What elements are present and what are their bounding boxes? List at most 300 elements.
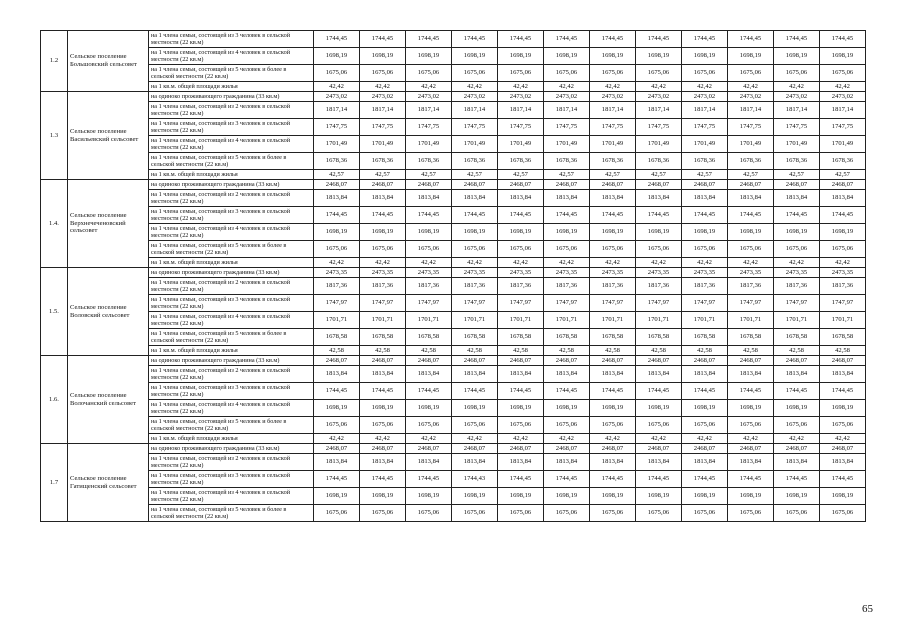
cost-value-cell: 1744,45 — [590, 383, 636, 400]
cost-value-cell: 1675,06 — [728, 65, 774, 82]
cost-value-cell: 1813,84 — [498, 454, 544, 471]
table-row — [41, 444, 866, 454]
cost-value-cell: 2468,07 — [590, 356, 636, 366]
cost-value-cell: 1744,45 — [820, 31, 866, 48]
cost-value-cell: 1813,84 — [452, 190, 498, 207]
cost-value-cell: 1675,06 — [682, 505, 728, 522]
cost-value-cell: 1675,06 — [498, 65, 544, 82]
cost-value-cell: 1813,84 — [636, 190, 682, 207]
cost-value-cell: 1698,19 — [590, 488, 636, 505]
cost-value-cell: 42,57 — [360, 170, 406, 180]
table-row — [41, 312, 866, 329]
cost-value-cell: 1744,45 — [682, 471, 728, 488]
cost-value-cell: 2473,02 — [590, 92, 636, 102]
cost-value-cell: 1744,45 — [406, 383, 452, 400]
cost-value-cell: 1698,19 — [820, 488, 866, 505]
cost-value-cell: 1701,71 — [820, 312, 866, 329]
settlement-name: Сельское поселение Волочанский сельсовет — [68, 356, 149, 444]
cost-value-cell: 1747,97 — [636, 295, 682, 312]
cost-value-cell: 1678,36 — [636, 153, 682, 170]
cost-value-cell: 42,42 — [452, 258, 498, 268]
cost-value-cell: 1744,45 — [728, 383, 774, 400]
cost-value-cell: 1813,84 — [682, 190, 728, 207]
cost-value-cell: 1698,19 — [590, 48, 636, 65]
cost-value-cell: 42,58 — [544, 346, 590, 356]
cost-value-cell: 1698,19 — [682, 224, 728, 241]
table-row — [41, 224, 866, 241]
settlement-name: Сельское поселение Гатищенский сельсовет — [68, 444, 149, 522]
cost-value-cell: 1813,84 — [774, 366, 820, 383]
cost-value-cell: 1675,06 — [590, 505, 636, 522]
cost-value-cell: 1698,19 — [774, 400, 820, 417]
cost-value-cell: 2473,02 — [820, 92, 866, 102]
table-row — [41, 31, 866, 48]
cost-value-cell: 42,57 — [544, 170, 590, 180]
cost-value-cell: 1744,45 — [544, 31, 590, 48]
cost-value-cell: 2468,07 — [498, 180, 544, 190]
norm-description: на 1 кв.м. общей площади жилья — [149, 82, 314, 92]
cost-value-cell: 1698,19 — [498, 488, 544, 505]
cost-value-cell: 1678,58 — [544, 329, 590, 346]
cost-value-cell: 1813,84 — [774, 190, 820, 207]
cost-value-cell: 1817,14 — [820, 102, 866, 119]
cost-value-cell: 1747,97 — [820, 295, 866, 312]
cost-value-cell: 2468,07 — [728, 356, 774, 366]
table-row — [41, 278, 866, 295]
cost-value-cell: 1813,84 — [544, 366, 590, 383]
cost-value-cell: 1744,45 — [498, 471, 544, 488]
cost-value-cell: 42,58 — [728, 346, 774, 356]
table-row — [41, 471, 866, 488]
cost-value-cell: 1678,36 — [820, 153, 866, 170]
norm-description: на 1 члена семьи, состоящей из 4 человек в сельской местности (22 кв.м) — [149, 48, 314, 65]
norm-description: на 1 члена семьи, состоящей из 5 человек и более в сельской местности (22 кв.м) — [149, 153, 314, 170]
cost-value-cell: 1813,84 — [360, 366, 406, 383]
settlement-name: Сельское поселение Большовский сельсовет — [68, 31, 149, 92]
cost-value-cell: 2468,07 — [406, 444, 452, 454]
cost-value-cell: 1675,06 — [820, 417, 866, 434]
norm-description: на 1 кв.м. общей площади жилья — [149, 346, 314, 356]
cost-value-cell: 1675,06 — [590, 417, 636, 434]
norm-description: на 1 члена семьи, состоящей из 2 человек в сельской местности (22 кв.м) — [149, 454, 314, 471]
cost-value-cell: 1678,58 — [314, 329, 360, 346]
cost-value-cell: 1744,45 — [774, 207, 820, 224]
cost-value-cell: 1701,49 — [682, 136, 728, 153]
cost-value-cell: 1698,19 — [406, 488, 452, 505]
cost-value-cell: 1813,84 — [590, 190, 636, 207]
cost-value-cell: 2468,07 — [636, 180, 682, 190]
cost-value-cell: 1698,19 — [360, 400, 406, 417]
cost-value-cell: 1747,97 — [590, 295, 636, 312]
cost-value-cell: 1678,36 — [498, 153, 544, 170]
cost-value-cell: 1744,45 — [544, 471, 590, 488]
settlement-name: Сельское поселение Васильевский сельсовет — [68, 92, 149, 180]
cost-value-cell: 1678,36 — [544, 153, 590, 170]
cost-value-cell: 2473,02 — [498, 92, 544, 102]
cost-value-cell: 2468,07 — [406, 180, 452, 190]
norm-description: на 1 члена семьи, состоящей из 5 человек и более в сельской местности (22 кв.м) — [149, 329, 314, 346]
cost-value-cell: 1817,14 — [682, 102, 728, 119]
cost-value-cell: 2468,07 — [728, 444, 774, 454]
cost-value-cell: 1747,97 — [314, 295, 360, 312]
cost-value-cell: 1675,06 — [452, 241, 498, 258]
cost-value-cell: 1817,36 — [728, 278, 774, 295]
cost-value-cell: 1675,06 — [682, 417, 728, 434]
norm-description: на 1 члена семьи, состоящей из 5 человек и более в сельской местности (22 кв.м) — [149, 417, 314, 434]
cost-value-cell: 1698,19 — [774, 48, 820, 65]
cost-value-cell: 1813,84 — [314, 454, 360, 471]
cost-value-cell: 1698,19 — [728, 400, 774, 417]
cost-value-cell: 1744,45 — [544, 207, 590, 224]
cost-value-cell: 1817,36 — [314, 278, 360, 295]
cost-value-cell: 1698,19 — [728, 488, 774, 505]
cost-value-cell: 1698,19 — [636, 224, 682, 241]
cost-value-cell: 42,58 — [590, 346, 636, 356]
cost-value-cell: 1747,75 — [360, 119, 406, 136]
cost-value-cell: 1813,84 — [820, 190, 866, 207]
cost-value-cell: 1744,45 — [590, 471, 636, 488]
cost-value-cell: 2473,35 — [498, 268, 544, 278]
cost-value-cell: 42,57 — [498, 170, 544, 180]
cost-value-cell: 42,42 — [728, 82, 774, 92]
cost-value-cell: 1744,45 — [406, 207, 452, 224]
cost-value-cell: 1813,84 — [314, 366, 360, 383]
cost-value-cell: 1747,75 — [636, 119, 682, 136]
cost-value-cell: 1698,19 — [636, 48, 682, 65]
cost-value-cell: 2473,02 — [406, 92, 452, 102]
cost-value-cell: 2468,07 — [774, 180, 820, 190]
table-row — [41, 180, 866, 190]
table-row — [41, 65, 866, 82]
cost-value-cell: 1701,71 — [406, 312, 452, 329]
cost-value-cell: 1698,19 — [314, 488, 360, 505]
cost-value-cell: 1744,45 — [360, 207, 406, 224]
cost-value-cell: 1744,43 — [452, 471, 498, 488]
cost-value-cell: 1744,45 — [590, 207, 636, 224]
cost-value-cell: 1744,45 — [636, 471, 682, 488]
cost-value-cell: 1698,19 — [498, 224, 544, 241]
cost-value-cell: 1675,06 — [360, 65, 406, 82]
cost-value-cell: 1698,19 — [728, 48, 774, 65]
cost-value-cell: 42,57 — [636, 170, 682, 180]
cost-value-cell: 1678,58 — [728, 329, 774, 346]
table-row — [41, 383, 866, 400]
cost-value-cell: 1675,06 — [544, 241, 590, 258]
cost-value-cell: 1744,45 — [498, 383, 544, 400]
cost-value-cell: 2473,35 — [636, 268, 682, 278]
cost-value-cell: 42,42 — [590, 82, 636, 92]
cost-value-cell: 1813,84 — [820, 366, 866, 383]
cost-value-cell: 1698,19 — [820, 48, 866, 65]
cost-value-cell: 42,42 — [360, 434, 406, 444]
cost-value-cell: 1698,19 — [314, 48, 360, 65]
cost-value-cell: 1701,71 — [682, 312, 728, 329]
cost-value-cell: 42,42 — [774, 82, 820, 92]
cost-value-cell: 42,42 — [820, 82, 866, 92]
cost-value-cell: 1675,06 — [590, 241, 636, 258]
section-number: 1.2 — [41, 31, 68, 92]
norm-description: на 1 члена семьи, состоящей из 4 человек в сельской местности (22 кв.м) — [149, 400, 314, 417]
cost-value-cell: 1701,71 — [452, 312, 498, 329]
cost-value-cell: 42,42 — [406, 434, 452, 444]
cost-value-cell: 1678,58 — [774, 329, 820, 346]
cost-value-cell: 1817,14 — [314, 102, 360, 119]
cost-value-cell: 1744,45 — [544, 383, 590, 400]
cost-value-cell: 1675,06 — [682, 65, 728, 82]
cost-value-cell: 1744,45 — [314, 207, 360, 224]
cost-value-cell: 1675,06 — [774, 505, 820, 522]
table-row — [41, 119, 866, 136]
cost-value-cell: 1744,45 — [820, 471, 866, 488]
cost-value-cell: 1813,84 — [682, 454, 728, 471]
cost-value-cell: 1813,84 — [406, 366, 452, 383]
cost-value-cell: 1701,49 — [360, 136, 406, 153]
cost-value-cell: 1747,75 — [728, 119, 774, 136]
cost-value-cell: 1813,84 — [452, 366, 498, 383]
cost-value-cell: 42,42 — [544, 434, 590, 444]
cost-value-cell: 1744,45 — [498, 207, 544, 224]
norm-description: на одиноко проживающего гражданина (33 кв.м) — [149, 356, 314, 366]
cost-value-cell: 1817,14 — [498, 102, 544, 119]
cost-value-cell: 1701,49 — [452, 136, 498, 153]
cost-value-cell: 1817,36 — [820, 278, 866, 295]
cost-value-cell: 1701,71 — [728, 312, 774, 329]
cost-value-cell: 42,42 — [820, 258, 866, 268]
cost-value-cell: 1698,19 — [314, 224, 360, 241]
table-row — [41, 346, 866, 356]
cost-value-cell: 1744,45 — [360, 471, 406, 488]
cost-value-cell: 1701,71 — [590, 312, 636, 329]
cost-value-cell: 1817,36 — [360, 278, 406, 295]
cost-value-cell: 1817,36 — [636, 278, 682, 295]
cost-value-cell: 1701,71 — [544, 312, 590, 329]
cost-value-cell: 2468,07 — [682, 444, 728, 454]
cost-value-cell: 1675,06 — [498, 241, 544, 258]
cost-value-cell: 1747,75 — [452, 119, 498, 136]
cost-value-cell: 1817,14 — [590, 102, 636, 119]
cost-value-cell: 1817,36 — [774, 278, 820, 295]
cost-value-cell: 1817,14 — [636, 102, 682, 119]
cost-value-cell: 42,42 — [682, 258, 728, 268]
cost-value-cell: 2473,02 — [728, 92, 774, 102]
cost-value-cell: 2468,07 — [314, 180, 360, 190]
cost-value-cell: 1747,75 — [590, 119, 636, 136]
table-row — [41, 258, 866, 268]
cost-value-cell: 42,42 — [498, 82, 544, 92]
cost-value-cell: 1675,06 — [728, 417, 774, 434]
cost-value-cell: 1701,71 — [360, 312, 406, 329]
norm-description: на 1 члена семьи, состоящей из 5 человек и более в сельской местности (22 кв.м) — [149, 65, 314, 82]
norm-description: на 1 члена семьи, состоящей из 2 человек в сельской местности (22 кв.м) — [149, 102, 314, 119]
cost-value-cell: 1675,06 — [544, 505, 590, 522]
cost-value-cell: 1817,36 — [682, 278, 728, 295]
cost-value-cell: 42,42 — [360, 258, 406, 268]
cost-value-cell: 42,42 — [544, 258, 590, 268]
cost-value-cell: 42,58 — [360, 346, 406, 356]
table-row — [41, 417, 866, 434]
cost-value-cell: 1675,06 — [314, 241, 360, 258]
cost-value-cell: 1744,45 — [452, 31, 498, 48]
cost-value-cell: 1817,14 — [728, 102, 774, 119]
table-row — [41, 488, 866, 505]
cost-value-cell: 1675,06 — [314, 505, 360, 522]
cost-value-cell: 1744,45 — [314, 31, 360, 48]
cost-value-cell: 1813,84 — [544, 190, 590, 207]
cost-value-cell: 42,42 — [452, 82, 498, 92]
cost-value-cell: 1675,06 — [636, 241, 682, 258]
cost-value-cell: 1678,36 — [774, 153, 820, 170]
cost-value-cell: 1698,19 — [820, 400, 866, 417]
cost-value-cell: 2473,35 — [820, 268, 866, 278]
cost-value-cell: 1675,06 — [682, 241, 728, 258]
cost-value-cell: 1744,45 — [636, 383, 682, 400]
cost-value-cell: 1747,97 — [360, 295, 406, 312]
cost-value-cell: 42,42 — [636, 82, 682, 92]
cost-value-cell: 42,42 — [498, 258, 544, 268]
cost-value-cell: 1744,45 — [314, 383, 360, 400]
cost-value-cell: 1698,19 — [498, 400, 544, 417]
cost-value-cell: 1744,45 — [774, 31, 820, 48]
cost-value-cell: 1701,49 — [820, 136, 866, 153]
cost-value-cell: 1675,06 — [774, 65, 820, 82]
cost-value-cell: 1813,84 — [682, 366, 728, 383]
cost-value-cell: 1813,84 — [636, 366, 682, 383]
cost-value-cell: 1744,45 — [774, 383, 820, 400]
norm-description: на 1 члена семьи, состоящей из 3 человек в сельской местности (22 кв.м) — [149, 119, 314, 136]
cost-value-cell: 2468,07 — [820, 180, 866, 190]
cost-value-cell: 1698,19 — [360, 488, 406, 505]
cost-value-cell: 42,42 — [360, 82, 406, 92]
cost-value-cell: 2468,07 — [636, 356, 682, 366]
cost-value-cell: 42,57 — [406, 170, 452, 180]
cost-value-cell: 2473,35 — [452, 268, 498, 278]
table-row — [41, 136, 866, 153]
cost-value-cell: 1813,84 — [498, 366, 544, 383]
cost-value-cell: 1744,45 — [682, 207, 728, 224]
cost-value-cell: 1675,06 — [544, 65, 590, 82]
cost-value-cell: 2468,07 — [544, 444, 590, 454]
cost-value-cell: 1813,84 — [728, 366, 774, 383]
cost-value-cell: 1701,71 — [498, 312, 544, 329]
cost-value-cell: 1701,49 — [590, 136, 636, 153]
table-row — [41, 92, 866, 102]
norm-description: на 1 члена семьи, состоящей из 5 человек и более в сельской местности (22 кв.м) — [149, 241, 314, 258]
section-number: 1.7 — [41, 444, 68, 522]
cost-value-cell: 1698,19 — [498, 48, 544, 65]
section-number: 1.4. — [41, 180, 68, 268]
cost-value-cell: 1813,84 — [820, 454, 866, 471]
cost-value-cell: 1678,36 — [406, 153, 452, 170]
cost-value-cell: 1698,19 — [360, 224, 406, 241]
cost-value-cell: 2473,35 — [590, 268, 636, 278]
cost-value-cell: 1747,97 — [774, 295, 820, 312]
norm-description: на 1 кв.м. общей площади жилья — [149, 170, 314, 180]
cost-value-cell: 2468,07 — [820, 444, 866, 454]
table-row — [41, 241, 866, 258]
cost-value-cell: 1675,06 — [590, 65, 636, 82]
cost-value-cell: 1747,97 — [452, 295, 498, 312]
cost-value-cell: 1747,75 — [774, 119, 820, 136]
cost-value-cell: 1813,84 — [360, 190, 406, 207]
cost-value-cell: 42,58 — [774, 346, 820, 356]
cost-value-cell: 2473,02 — [314, 92, 360, 102]
cost-value-cell: 42,42 — [682, 82, 728, 92]
cost-value-cell: 2468,07 — [774, 356, 820, 366]
settlement-name: Сельское поселение Воловский сельсовет — [68, 268, 149, 356]
cost-value-cell: 1678,58 — [498, 329, 544, 346]
cost-value-cell: 1698,19 — [774, 488, 820, 505]
cost-value-cell: 2473,35 — [360, 268, 406, 278]
norm-description: на одиноко проживающего гражданина (33 кв.м) — [149, 180, 314, 190]
cost-value-cell: 2468,07 — [820, 356, 866, 366]
cost-value-cell: 2468,07 — [498, 356, 544, 366]
cost-value-cell: 1817,14 — [544, 102, 590, 119]
cost-value-cell: 2473,35 — [682, 268, 728, 278]
table-row — [41, 356, 866, 366]
cost-value-cell: 2468,07 — [590, 180, 636, 190]
norm-description: на 1 члена семьи, состоящей из 4 человек в сельской местности (22 кв.м) — [149, 224, 314, 241]
cost-value-cell: 1701,49 — [498, 136, 544, 153]
cost-value-cell: 1747,75 — [498, 119, 544, 136]
cost-value-cell: 1813,84 — [452, 454, 498, 471]
cost-value-cell: 1678,58 — [820, 329, 866, 346]
cost-value-cell: 1675,06 — [728, 505, 774, 522]
cost-value-cell: 1744,45 — [590, 31, 636, 48]
norm-description: на 1 члена семьи, состоящей из 4 человек в сельской местности (22 кв.м) — [149, 488, 314, 505]
norm-description: на одиноко проживающего гражданина (33 кв.м) — [149, 268, 314, 278]
norm-description: на 1 члена семьи, состоящей из 3 человек в сельской местности (22 кв.м) — [149, 207, 314, 224]
cost-value-cell: 1813,84 — [314, 190, 360, 207]
cost-value-cell: 1675,06 — [452, 505, 498, 522]
cost-value-cell: 1701,71 — [314, 312, 360, 329]
cost-value-cell: 42,57 — [590, 170, 636, 180]
cost-value-cell: 42,58 — [636, 346, 682, 356]
cost-value-cell: 1744,45 — [774, 471, 820, 488]
cost-value-cell: 42,58 — [498, 346, 544, 356]
table-row — [41, 190, 866, 207]
cost-value-cell: 42,58 — [820, 346, 866, 356]
cost-value-cell: 1813,84 — [544, 454, 590, 471]
cost-value-cell: 42,42 — [314, 258, 360, 268]
cost-value-cell: 1675,06 — [636, 505, 682, 522]
cost-value-cell: 42,42 — [774, 434, 820, 444]
cost-value-cell: 1813,84 — [590, 454, 636, 471]
cost-value-cell: 1678,58 — [452, 329, 498, 346]
cost-value-cell: 1747,75 — [544, 119, 590, 136]
cost-value-cell: 2468,07 — [544, 180, 590, 190]
cost-value-cell: 2468,07 — [682, 356, 728, 366]
cost-value-cell: 1698,19 — [682, 488, 728, 505]
table-row — [41, 454, 866, 471]
cost-value-cell: 1813,84 — [406, 190, 452, 207]
cost-value-cell: 2468,07 — [360, 444, 406, 454]
cost-value-cell: 1675,06 — [636, 65, 682, 82]
page-number: 65 — [862, 603, 873, 615]
cost-value-cell: 2468,07 — [682, 180, 728, 190]
cost-value-cell: 1817,14 — [406, 102, 452, 119]
cost-value-cell: 1813,84 — [774, 454, 820, 471]
cost-value-cell: 1675,06 — [636, 417, 682, 434]
cost-value-cell: 2473,35 — [728, 268, 774, 278]
table-row — [41, 170, 866, 180]
cost-value-cell: 42,57 — [452, 170, 498, 180]
cost-value-cell: 1813,84 — [636, 454, 682, 471]
cost-value-cell: 1678,58 — [360, 329, 406, 346]
cost-value-cell: 42,57 — [314, 170, 360, 180]
cost-value-cell: 1744,45 — [820, 207, 866, 224]
table-row — [41, 366, 866, 383]
cost-value-cell: 1701,71 — [774, 312, 820, 329]
